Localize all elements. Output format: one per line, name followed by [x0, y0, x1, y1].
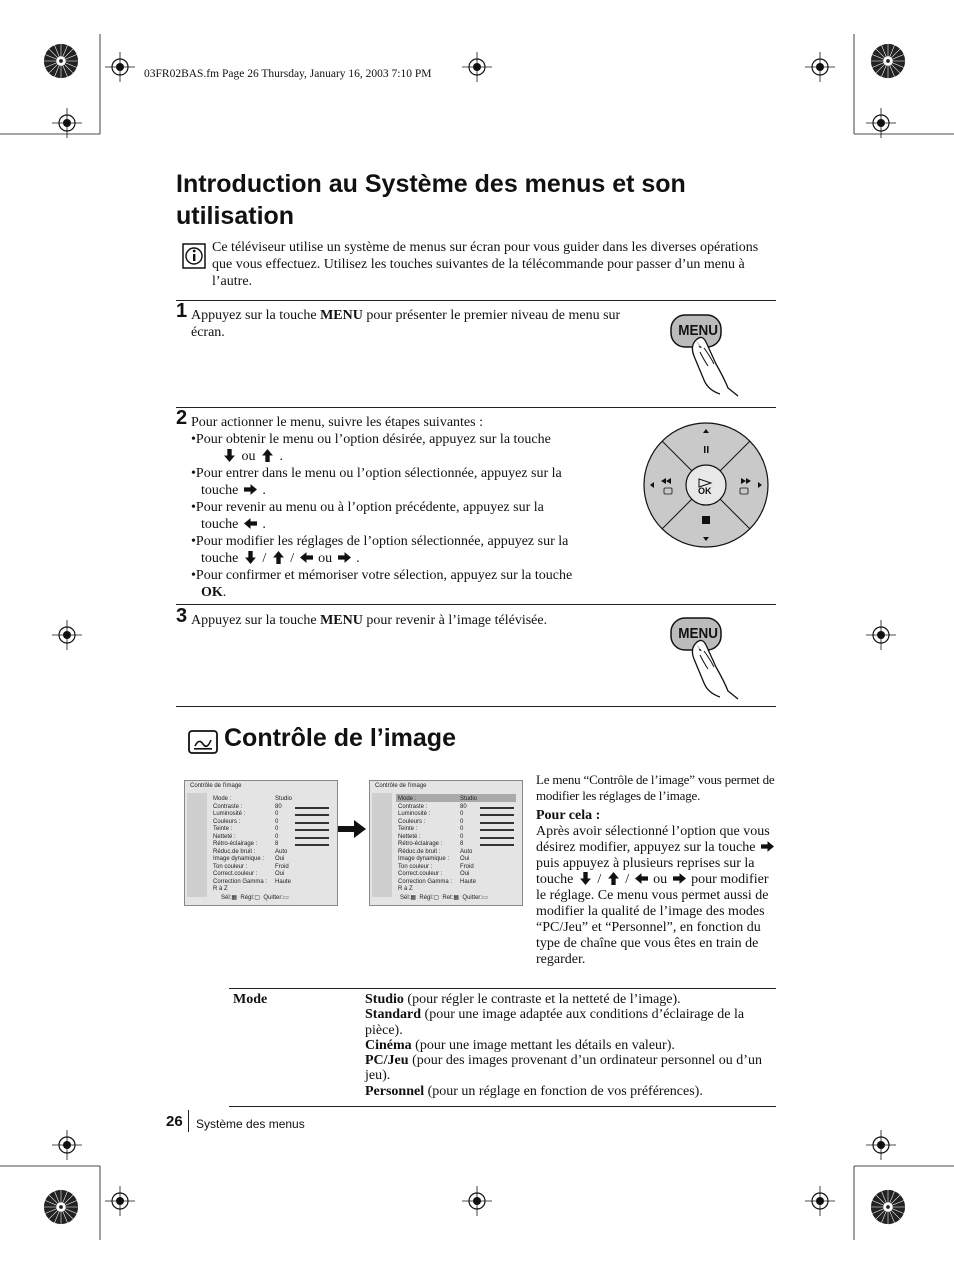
divider — [176, 706, 776, 707]
page-number: 26 — [166, 1113, 183, 1130]
arrow-left-icon — [635, 872, 648, 885]
file-header: 03FR02BAS.fm Page 26 Thursday, January 16, 2003 7:10 PM — [144, 68, 432, 80]
arrow-up-icon — [607, 872, 620, 885]
slider-bar — [295, 814, 329, 816]
menu-row: Teinte : 0 — [213, 826, 333, 834]
menu-row: Correct.couleur : Oui — [398, 871, 470, 877]
menu-row: Contraste : 80 — [213, 804, 333, 812]
menu-row: Rétro-éclairage : 8 — [213, 841, 333, 849]
menu-row: Image dynamique : Oui — [398, 856, 470, 862]
menu-row: Netteté : 0 — [213, 834, 333, 842]
step-2-intro: Pour actionner le menu, suivre les étapes suivantes : — [191, 415, 483, 430]
step-3-text: Appuyez sur la touche MENU pour revenir à l’image télévisée. — [191, 613, 548, 628]
slider-bar — [480, 822, 514, 824]
menu-row: Couleurs : 0 — [213, 819, 333, 827]
footer-separator — [188, 1110, 189, 1132]
menu-row: Correction Gamma : Haute — [213, 878, 292, 885]
menu-row: Réduc.de bruit : Auto — [398, 848, 473, 855]
menu-screenshot-2: Contrôle de l'image Mode : Studio Contraste : 80 Luminosité : 0 Couleurs : 0 Teinte : 0 Netteté : 0 Rétro-éclairage : 8 Réduc.de bruit : Auto Image dynamique : Oui Ton couleur : Froid Correct.couleur : Oui Correction Gamma : Haute R à Z Sél:▦ Régl:▢ Ret:▦ Quitter:▭ — [369, 780, 523, 906]
divider — [176, 407, 776, 408]
step-1-text: Appuyez sur la touche MENU pour présenter le premier niveau de menu sur écran. — [191, 308, 621, 340]
menu-row: Réduc.de bruit : Auto — [213, 848, 288, 855]
table-divider — [229, 988, 776, 989]
menu-row: Couleurs : 0 — [398, 819, 518, 827]
arrow-left-icon — [300, 551, 313, 564]
menu-row: Mode : Studio — [398, 796, 478, 802]
arrow-down-icon — [244, 551, 257, 564]
menu-row: Rétro-éclairage : 8 — [398, 841, 518, 849]
menu-row: Luminosité : 0 — [213, 811, 333, 819]
menu-rows-2 — [398, 796, 518, 894]
menu-row: R à Z — [213, 886, 228, 892]
arrow-right-icon — [338, 820, 366, 838]
info-icon — [182, 243, 206, 269]
menu-row: R à Z — [398, 886, 413, 892]
pour-cela-heading: Pour cela : — [536, 808, 601, 823]
footer-section: Système des menus — [196, 1117, 305, 1131]
slider-bar — [295, 844, 329, 846]
table-bottom-rule — [229, 1106, 776, 1107]
menu-description-body: Après avoir sélectionné l’option que vous désirez modifier, appuyez sur la touche puis appuyez à plusieurs reprises sur la touche / / ou pour modifier le réglage. Ce menu vous permet aussi de modifier la qualité de l’image des modes “PC/Jeu” et “Personnel”, en fonction du type de chaîne que vous êtes en train de regarder. — [536, 824, 781, 968]
ok-key-label: OK — [698, 486, 712, 496]
menu-row: Mode : Studio — [213, 796, 293, 802]
arrow-up-icon — [261, 449, 274, 462]
menu-rows-1 — [213, 796, 333, 894]
remote-navigation-pad-icon — [642, 421, 770, 549]
arrow-right-icon — [244, 483, 257, 496]
arrow-right-icon — [761, 840, 774, 853]
slider-bar — [295, 822, 329, 824]
mode-values: Studio (pour régler le contraste et la netteté de l’image). Standard (pour une image adaptée aux conditions d’éclairage de la pièce). Cinéma (pour une image mettant les détails en valeur). PC/Jeu (pour des images provenant d’un ordinateur personnel ou d’un jeu). Personnel (pour un réglage en fonction de vos préférences). — [365, 992, 762, 1099]
step-2-bullets: •Pour obtenir le menu ou l’option désirée, appuyez sur la touche ou . •Pour entrer dans le menu ou l’option sélectionnée, appuyez sur la touche . •Pour revenir au menu ou à l’option précédente, appuyez sur la touche . •Pour modifier les réglages de l’option sélectionnée, appuyez sur la touche / / ou . •Pour confirmer et mémoriser votre sélection, appuyez sur la touche OK. — [191, 432, 573, 600]
mode-label: Mode — [233, 992, 268, 1007]
divider — [176, 300, 776, 301]
slider-bar — [480, 844, 514, 846]
slider-bar — [480, 814, 514, 816]
menu-row: Image dynamique : Oui — [213, 856, 285, 862]
menu-screenshot-1: Contrôle de l'image Mode : Studio Contraste : 80 Luminosité : 0 Couleurs : 0 Teinte : 0 Netteté : 0 Rétro-éclairage : 8 Réduc.de bruit : Auto Image dynamique : Oui Ton couleur : Froid Correct.couleur : Oui Correction Gamma : Haute R à Z Sél:▦ Régl:▢ Quitter:▭ — [184, 780, 338, 906]
step-3-number: 3 — [176, 605, 188, 627]
menu-row: Luminosité : 0 — [398, 811, 518, 819]
menu-row: Netteté : 0 — [398, 834, 518, 842]
slider-bar — [480, 829, 514, 831]
page-title: Introduction au Système des menus et son utilisation — [176, 170, 686, 230]
picture-control-icon — [188, 730, 218, 754]
arrow-right-icon — [673, 872, 686, 885]
menu-key-label-2: MENU — [678, 625, 718, 642]
intro-text: Ce téléviseur utilise un système de menus sur écran pour vous guider dans les diverses opérations que vous effectuez. Utilisez les touches suivantes de la télécommande pour passer d’un menu à l’autre. — [212, 240, 759, 289]
step-2-number: 2 — [176, 407, 188, 429]
arrow-down-icon — [223, 449, 236, 462]
menu-row: Ton couleur : Froid — [398, 863, 474, 870]
menu-description-lead: Le menu “Contrôle de l’image” vous permet de modifier les réglages de l’image. — [536, 772, 775, 803]
arrow-down-icon — [579, 872, 592, 885]
menu-key-label-1: MENU — [678, 322, 718, 339]
slider-bar — [480, 837, 514, 839]
slider-bar — [295, 829, 329, 831]
menu-row: Teinte : 0 — [398, 826, 518, 834]
menu-row: Correct.couleur : Oui — [213, 871, 285, 877]
slider-bar — [295, 837, 329, 839]
section-title-picture-control: Contrôle de l’image — [224, 724, 456, 752]
arrow-up-icon — [272, 551, 285, 564]
arrow-left-icon — [244, 517, 257, 530]
menu-row: Contraste : 80 — [398, 804, 518, 812]
menu-row: Correction Gamma : Haute — [398, 878, 477, 885]
step-1-number: 1 — [176, 300, 188, 322]
slider-bar — [295, 807, 329, 809]
menu-row: Ton couleur : Froid — [213, 863, 289, 870]
arrow-right-icon — [338, 551, 351, 564]
slider-bar — [480, 807, 514, 809]
divider — [176, 604, 776, 605]
